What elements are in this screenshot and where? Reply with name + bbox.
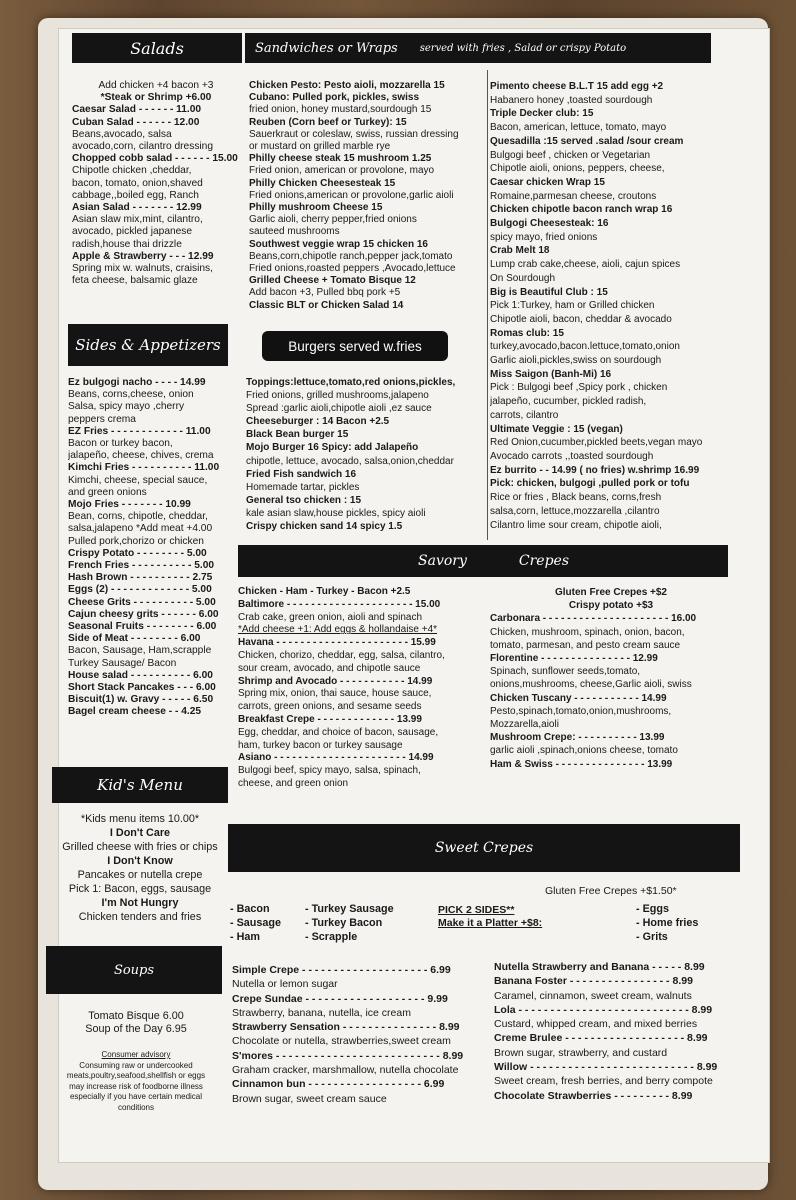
sweet-column-1 (232, 963, 482, 1113)
menu-item-line: Fried onions,american or provolone,garlic aioli (249, 189, 454, 201)
menu-item-line: Garlic aioli, cherry pepper,fried onions (249, 214, 417, 226)
menu-item-title: *Steak or Shrimp +6.00 (100, 92, 212, 104)
menu-item-line: turkey,avocado,bacon.lettuce,tomato,onion (490, 341, 680, 353)
platter-side: - Home fries (636, 917, 699, 929)
menu-item-title: Philly cheese steak 15 mushroom 1.25 (249, 153, 432, 165)
menu-item-title: Carbonara - - - - - - - - - - - - - - - - - - - - - 16.00 (490, 613, 697, 625)
menu-item-line: salsa,corn, lettuce,mozzarella ,cilantro (490, 505, 660, 517)
menu-item-title: Chicken Tuscany - - - - - - - - - - - 14.99 (490, 692, 667, 704)
sandwiches-subtitle: served with fries , Salad or crispy Potato (419, 42, 627, 54)
menu-item-line: Crab cake, green onion, aioli and spinach (238, 611, 423, 623)
menu-item-line: Romaine,parmesan cheese, croutons (490, 190, 657, 202)
menu-item-line: Spring mix w. walnuts, craisins, (72, 263, 213, 275)
menu-item-title: Ultimate Veggie : 15 (vegan) (490, 423, 623, 435)
menu-item-title: General tso chicken : 15 (246, 494, 362, 506)
menu-item-line: bacon, tomato, onion,shaved (72, 177, 203, 189)
menu-item-title: Havana - - - - - - - - - - - - - - - - - - - - - - 15.99 (238, 637, 436, 649)
sides-section (68, 377, 234, 752)
menu-item-title: Big is Beautiful Club : 15 (490, 286, 608, 298)
menu-item-line: tomato, parmesan, and pesto cream sauce (490, 639, 681, 651)
menu-item-line: garlic aioli ,spinach,onions cheese, tomato (490, 745, 678, 757)
menu-item-line: Bean, corns, chipotle, cheddar, (68, 511, 208, 523)
sandwiches-title: Sandwiches or Wraps (255, 40, 398, 56)
menu-item-title: Asian Salad - - - - - - - 12.99 (72, 202, 202, 214)
menu-item-title: Chicken chipotle bacon ranch wrap 16 (490, 204, 673, 216)
menu-item-title: Willow - - - - - - - - - - - - - - - - - - - - - - - - - - 8.99 (494, 1061, 718, 1074)
menu-item-line: Pulled pork,chorizo or chicken (68, 535, 204, 547)
menu-item-line: cabbage,,boiled egg, Ranch (72, 189, 199, 201)
menu-item-title: Chocolate Strawberries - - - - - - - - - 8.99 (494, 1089, 693, 1102)
menu-item-title: Simple Crepe - - - - - - - - - - - - - - - - - - - - 6.99 (232, 964, 451, 976)
menu-item-line: avocado, pickled japanese (72, 226, 193, 238)
platter-side: - Turkey Bacon (305, 917, 383, 929)
menu-item-line: Fried onion, american or provolone, mayo (249, 165, 435, 177)
menu-item-title: Classic BLT or Chicken Salad 14 (249, 299, 404, 311)
menu-item-title: Fried Fish sandwich 16 (246, 468, 357, 480)
menu-item-line: Turkey Sausage/ Bacon (68, 657, 177, 669)
menu-item-title: Ham & Swiss - - - - - - - - - - - - - - - 13.99 (490, 758, 673, 770)
menu-item-line: Garlic aioli,pickles,swiss on sourdough (490, 355, 662, 367)
menu-item-title: Triple Decker club: 15 (490, 108, 594, 120)
kids-section (50, 812, 230, 940)
menu-item-title: Ez burrito - - 14.99 ( no fries) w.shrimp 16.99 (490, 464, 700, 476)
menu-item-title: Nutella Strawberry and Banana - - - - - 8.99 (494, 961, 705, 973)
menu-item-title: Miss Saigon (Banh-Mi) 16 (490, 368, 612, 380)
menu-item-line: Spinach, sunflower seeds,tomato, (490, 666, 641, 678)
menu-item-line: Caramel, cinnamon, sweet cream, walnuts (494, 989, 692, 1002)
salads-header: Salads (72, 33, 242, 63)
menu-item-line: Soup of the Day 6.95 (85, 1023, 187, 1035)
menu-item-line: peppers crema (68, 413, 136, 425)
menu-item-title: Pimento cheese B.L.T 15 add egg +2 (490, 81, 664, 92)
menu-item-title: Shrimp and Avocado - - - - - - - - - - - 14.99 (238, 675, 433, 687)
menu-item-line: cheese, and green onion (238, 777, 349, 789)
platter-sides-2 (305, 902, 415, 946)
menu-item-line: Brown sugar, strawberry, and custard (494, 1046, 668, 1059)
menu-item-title: Crepe Sundae - - - - - - - - - - - - - - - - - - - 9.99 (232, 992, 448, 1005)
menu-item-line: Add bacon +3, Pulled bbq pork +5 (249, 287, 401, 299)
menu-item-line: Custard, whipped cream, and mixed berries (494, 1018, 698, 1031)
menu-item-line: jalapeño, cucumber, pickled radish, (490, 396, 647, 408)
menu-item-title: Creme Brulee - - - - - - - - - - - - - - - - - - - 8.99 (494, 1032, 708, 1045)
menu-item-title: Philly Chicken Cheesesteak 15 (249, 177, 396, 189)
menu-item-line: sour cream, avocado, and chipotle sauce (238, 662, 421, 674)
menu-item-line: Rice or fries , Black beans, corns,fresh (490, 492, 662, 504)
menu-item-line: Sweet cream, fresh berries, and berry compote (494, 1075, 713, 1088)
menu-item-line: Pancakes or nutella crepe (77, 869, 203, 881)
menu-item-line: radish,house thai drizzle (72, 238, 182, 250)
savory-column-2 (490, 586, 732, 786)
menu-item-title: I Don't Know (107, 855, 173, 867)
menu-item-line: or mustard on grilled marble rye (249, 141, 391, 153)
menu-item-title: Cheese Grits - - - - - - - - - - 5.00 (68, 596, 216, 608)
menu-item-line: Pesto,spinach,tomato,onion,mushrooms, (490, 705, 672, 717)
menu-item-line: Pick : Bulgogi beef ,Spicy pork , chicken (490, 382, 668, 394)
advisory-line: conditions (117, 1102, 155, 1112)
menu-item-line: Nutella or lemon sugar (232, 978, 338, 991)
menu-item-line: Asian slaw mix,mint, cilantro, (72, 214, 203, 226)
menu-item-line: and green onions (68, 486, 147, 498)
menu-item-title: Chicken - Ham - Turkey - Bacon +2.5 (238, 586, 411, 597)
menu-item-line: Chipotle aioli, onions, peppers, cheese, (490, 163, 665, 175)
menu-item-title: Cinnamon bun - - - - - - - - - - - - - - - - - - 6.99 (232, 1078, 445, 1091)
menu-item-line: On Sourdough (490, 272, 556, 284)
menu-item-title: Bagel cream cheese - - 4.25 (68, 706, 202, 718)
menu-item-line: Cilantro lime sour cream, chipotle aioli, (490, 519, 662, 531)
menu-item-title: Seasonal Fruits - - - - - - - - 6.00 (68, 621, 217, 633)
menu-item-title: Chopped cobb salad - - - - - - 15.00 (72, 153, 238, 165)
menu-item-title: Cheeseburger : 14 Bacon +2.5 (246, 416, 390, 428)
menu-item-title: Cajun cheesy grits - - - - - - 6.00 (68, 608, 219, 620)
sweet-crepes-header: Sweet Crepes (228, 824, 740, 872)
menu-item-line: Graham cracker, marshmallow, nutella chocolate (232, 1064, 459, 1077)
burgers-section (246, 376, 486, 540)
menu-item-line: Red Onion,cucumber,pickled beets,vegan mayo (490, 437, 703, 449)
menu-item-title: Baltimore - - - - - - - - - - - - - - - - - - - - - 15.00 (238, 598, 441, 610)
soups-section (48, 1010, 224, 1050)
menu-item-line: Brown sugar, sweet cream sauce (232, 1092, 387, 1105)
menu-item-title: Reuben (Corn beef or Turkey): 15 (249, 116, 407, 128)
menu-item-title: House salad - - - - - - - - - - 6.00 (68, 669, 213, 681)
menu-item-line: Add chicken +4 bacon +3 (98, 80, 214, 91)
menu-item-line: Chocolate or nutella, strawberries,sweet cream (232, 1035, 451, 1048)
menu-item-title: Biscuit(1) w. Gravy - - - - - 6.50 (68, 694, 214, 706)
menu-item-line: Strawberry, banana, nutella, ice cream (232, 1006, 411, 1019)
menu-item-line: ham, turkey bacon or turkey sausage (238, 739, 403, 751)
menu-item-line: Habanero honey ,toasted sourdough (490, 94, 653, 106)
menu-item-title: Asiano - - - - - - - - - - - - - - - - - - - - - - 14.99 (238, 752, 434, 764)
menu-item-line: Bacon, Sausage, Ham,scrapple (68, 645, 212, 657)
platter-sides-1 (230, 902, 310, 946)
menu-item-line: *Add cheese +1: Add eggs & hollandaise +4* (238, 624, 438, 636)
menu-item-title: I Don't Care (109, 827, 171, 839)
menu-item-line: Grilled cheese with fries or chips (62, 841, 218, 853)
menu-item-line: Bacon, american, lettuce, tomato, mayo (490, 122, 667, 134)
menu-item-title: Cubano: Pulled pork, pickles, swiss (249, 92, 420, 104)
menu-item-line: feta cheese, balsamic glaze (72, 275, 198, 287)
menu-item-line: Fried onions,roasted peppers ,Avocado,lettuce (249, 263, 456, 275)
menu-item-line: Chicken tenders and fries (78, 911, 202, 923)
menu-item-title: Grilled Cheese + Tomato Bisque 12 (249, 275, 416, 287)
menu-item-line: Pick 1:Turkey, ham or Grilled chicken (490, 300, 655, 312)
menu-item-title: Quesadilla :15 served .salad /sour cream (490, 135, 684, 147)
menu-item-line: Homemade tartar, pickles (246, 481, 360, 493)
menu-item-line: Salsa, spicy mayo ,cherry (68, 401, 185, 413)
menu-item-line: Chipotle aioli, bacon, cheddar & avocado (490, 313, 672, 325)
sweet-gluten-free: Gluten Free Crepes +$1.50* (545, 885, 677, 897)
menu-item-title: Caesar Salad - - - - - - 11.00 (72, 104, 202, 116)
salads-section (72, 80, 240, 310)
column-divider (487, 70, 488, 540)
menu-item-title: Ez bulgogi nacho - - - - 14.99 (68, 377, 206, 388)
menu-item-line: Bulgogi beef , chicken or Vegetarian (490, 149, 651, 161)
menu-item-line: Egg, cheddar, and choice of bacon, sausage, (238, 726, 439, 738)
advisory-text (46, 1061, 226, 1114)
menu-item-title: Toppings:lettuce,tomato,red onions,pickles, (246, 377, 456, 388)
menu-item-line: Beans,corn,chipotle ranch,pepper jack,tomato (249, 250, 453, 262)
menu-item-line: Mozzarella,aioli (490, 719, 559, 731)
menu-item-line: sauteed mushrooms (249, 226, 340, 238)
platter-pick (438, 904, 588, 934)
menu-item-title: Banana Foster - - - - - - - - - - - - - - - - 8.99 (494, 975, 693, 988)
menu-item-line: Bulgogi beef, spicy mayo, salsa, spinach, (238, 765, 421, 777)
menu-item-title: Black Bean burger 15 (246, 429, 349, 441)
menu-item-title: Southwest veggie wrap 15 chicken 16 (249, 238, 428, 250)
menu-item-title: EZ Fries - - - - - - - - - - - - 11.00 (68, 425, 211, 437)
menu-item-title: Eggs (2) - - - - - - - - - - - - - 5.00 (68, 584, 212, 596)
savory-crepes-header: Savory Crepes (238, 545, 728, 577)
menu-item-title: Florentine - - - - - - - - - - - - - - - 12.99 (490, 653, 658, 665)
burgers-header: Burgers served w.fries (262, 331, 448, 361)
menu-item-line: Beans,avocado, salsa (72, 128, 172, 140)
menu-item-title: Mojo Fries - - - - - - - 10.99 (68, 499, 191, 511)
advisory-line: especially if you have certain medical (69, 1092, 203, 1101)
menu-item-line: Sauerkraut or coleslaw, swiss, russian dressing (249, 128, 459, 140)
menu-item-line: *Kids menu items 10.00* (80, 813, 200, 825)
menu-item-line: Chicken, mushroom, spinach, onion, bacon, (490, 626, 685, 638)
menu-item-title: Lola - - - - - - - - - - - - - - - - - - - - - - - - - - - 8.99 (494, 1003, 713, 1016)
platter-sides-3 (636, 902, 736, 946)
menu-item-line: Beans, corns,cheese, onion (68, 389, 194, 401)
menu-item-title: Crab Melt 18 (490, 245, 550, 257)
advisory-line: may increase risk of foodborne illness (69, 1081, 203, 1091)
menu-item-title: Bulgogi Cheesesteak: 16 (490, 218, 609, 230)
menu-item-line: Lump crab cake,cheese, aioli, cajun spices (490, 259, 681, 271)
menu-item-title: Breakfast Crepe - - - - - - - - - - - - - 13.99 (238, 713, 422, 725)
platter-side: - Ham (230, 931, 260, 943)
platter-side: - Bacon (230, 903, 270, 915)
menu-item-title: Cuban Salad - - - - - - 12.00 (72, 116, 200, 128)
menu-item-title: Side of Meat - - - - - - - - 6.00 (68, 633, 201, 645)
menu-item-line: jalapeño, cheese, chives, crema (68, 450, 214, 462)
consumer-advisory (46, 1050, 226, 1122)
menu-item-title: Apple & Strawberry - - - 12.99 (72, 250, 214, 262)
menu-item-line: chipotle, lettuce, avocado, salsa,onion,cheddar (246, 455, 454, 467)
sides-header: Sides & Appetizers (68, 324, 228, 366)
menu-item-line: Spring mix, onion, thai sauce, house sauce, (238, 688, 432, 700)
menu-item-title: Strawberry Sensation - - - - - - - - - - - - - - - 8.99 (232, 1021, 460, 1034)
menu-item-title: Mojo Burger 16 Spicy: add Jalapeño (246, 442, 419, 454)
menu-item-title: Mushroom Crepe: - - - - - - - - - - 13.99 (490, 732, 665, 744)
platter-side: - Eggs (636, 903, 669, 915)
advisory-title: Consumer advisory (101, 1050, 171, 1059)
menu-item-title: Hash Brown - - - - - - - - - - 2.75 (68, 572, 213, 584)
platter-side: - Sausage (230, 917, 282, 929)
advisory-line: Consuming raw or undercooked (79, 1060, 193, 1070)
soups-header: Soups (46, 946, 222, 994)
menu-item-line: Pick 1: Bacon, eggs, sausage (68, 883, 212, 895)
menu-item-line: fried onion, honey mustard,sourdough 15 (249, 104, 432, 116)
platter-side: - Scrapple (305, 931, 358, 943)
menu-item-line: spicy mayo, fried onions (490, 231, 598, 243)
menu-item-title: S'mores - - - - - - - - - - - - - - - - - - - - - - - - - - 8.99 (232, 1049, 464, 1062)
savory-column-1 (238, 586, 482, 808)
sandwiches-column-1 (249, 80, 483, 332)
menu-item-title: Crispy potato +$3 (568, 600, 654, 612)
platter-pick-line: PICK 2 SIDES** (438, 904, 515, 916)
menu-item-title: Romas club: 15 (490, 327, 564, 339)
menu-item-title: I'm Not Hungry (101, 897, 179, 909)
menu-item-line: avocado,corn, cilantro dressing (72, 141, 214, 153)
menu-item-title: Caesar chicken Wrap 15 (490, 176, 605, 188)
advisory-line: meats,poultry,seafood,shellfish or eggs (66, 1071, 206, 1080)
sandwiches-column-2 (490, 80, 730, 536)
menu-item-line: Spread :garlic aioli,chipotle aioli ,ez sauce (246, 403, 432, 415)
menu-item-line: kale asian slaw,house pickles, spicy aioli (246, 507, 426, 519)
menu-item-title: Crispy Potato - - - - - - - - 5.00 (68, 547, 207, 559)
sweet-column-2 (494, 960, 744, 1110)
menu-item-line: Tomato Bisque 6.00 (88, 1010, 184, 1022)
menu-item-line: onions,mushrooms, cheese,Garlic aioli, swiss (490, 679, 692, 691)
kids-header: Kid's Menu (52, 767, 228, 803)
menu-item-title: Gluten Free Crepes +$2 (555, 587, 667, 598)
menu-item-title: Chicken Pesto: Pesto aioli, mozzarella 15 (249, 80, 445, 91)
platter-side: - Turkey Sausage (305, 903, 394, 915)
menu-item-title: Crispy chicken sand 14 spicy 1.5 (246, 521, 403, 533)
menu-item-title: Kimchi Fries - - - - - - - - - - 11.00 (68, 462, 220, 474)
menu-item-line: Chicken, chorizo, cheddar, egg, salsa, cilantro, (238, 649, 445, 661)
menu-item-title: Pick: chicken, bulgogi ,pulled pork or tofu (490, 478, 690, 490)
menu-item-line: Bacon or turkey bacon, (68, 438, 173, 450)
menu-item-line: salsa,jalapeno *Add meat +4.00 (68, 523, 213, 535)
platter-pick-line: Make it a Platter +$8: (438, 917, 543, 929)
menu-item-title: Philly mushroom Cheese 15 (249, 202, 383, 214)
menu-item-title: Short Stack Pancakes - - - 6.00 (68, 682, 216, 694)
menu-item-line: Fried onions, grilled mushrooms,jalapeno (246, 390, 429, 402)
menu-item-line: Chipotle chicken ,cheddar, (72, 165, 192, 177)
menu-item-line: Kimchi, cheese, special sauce, (68, 474, 208, 486)
sandwiches-header (245, 33, 711, 63)
menu-item-line: Avocado carrots ,,toasted sourdough (490, 450, 654, 462)
menu-item-line: carrots, green onions, and sesame seeds (238, 701, 422, 713)
menu-item-line: carrots, cilantro (490, 409, 559, 421)
platter-side: - Grits (636, 931, 668, 943)
menu-item-title: French Fries - - - - - - - - - - 5.00 (68, 560, 215, 572)
